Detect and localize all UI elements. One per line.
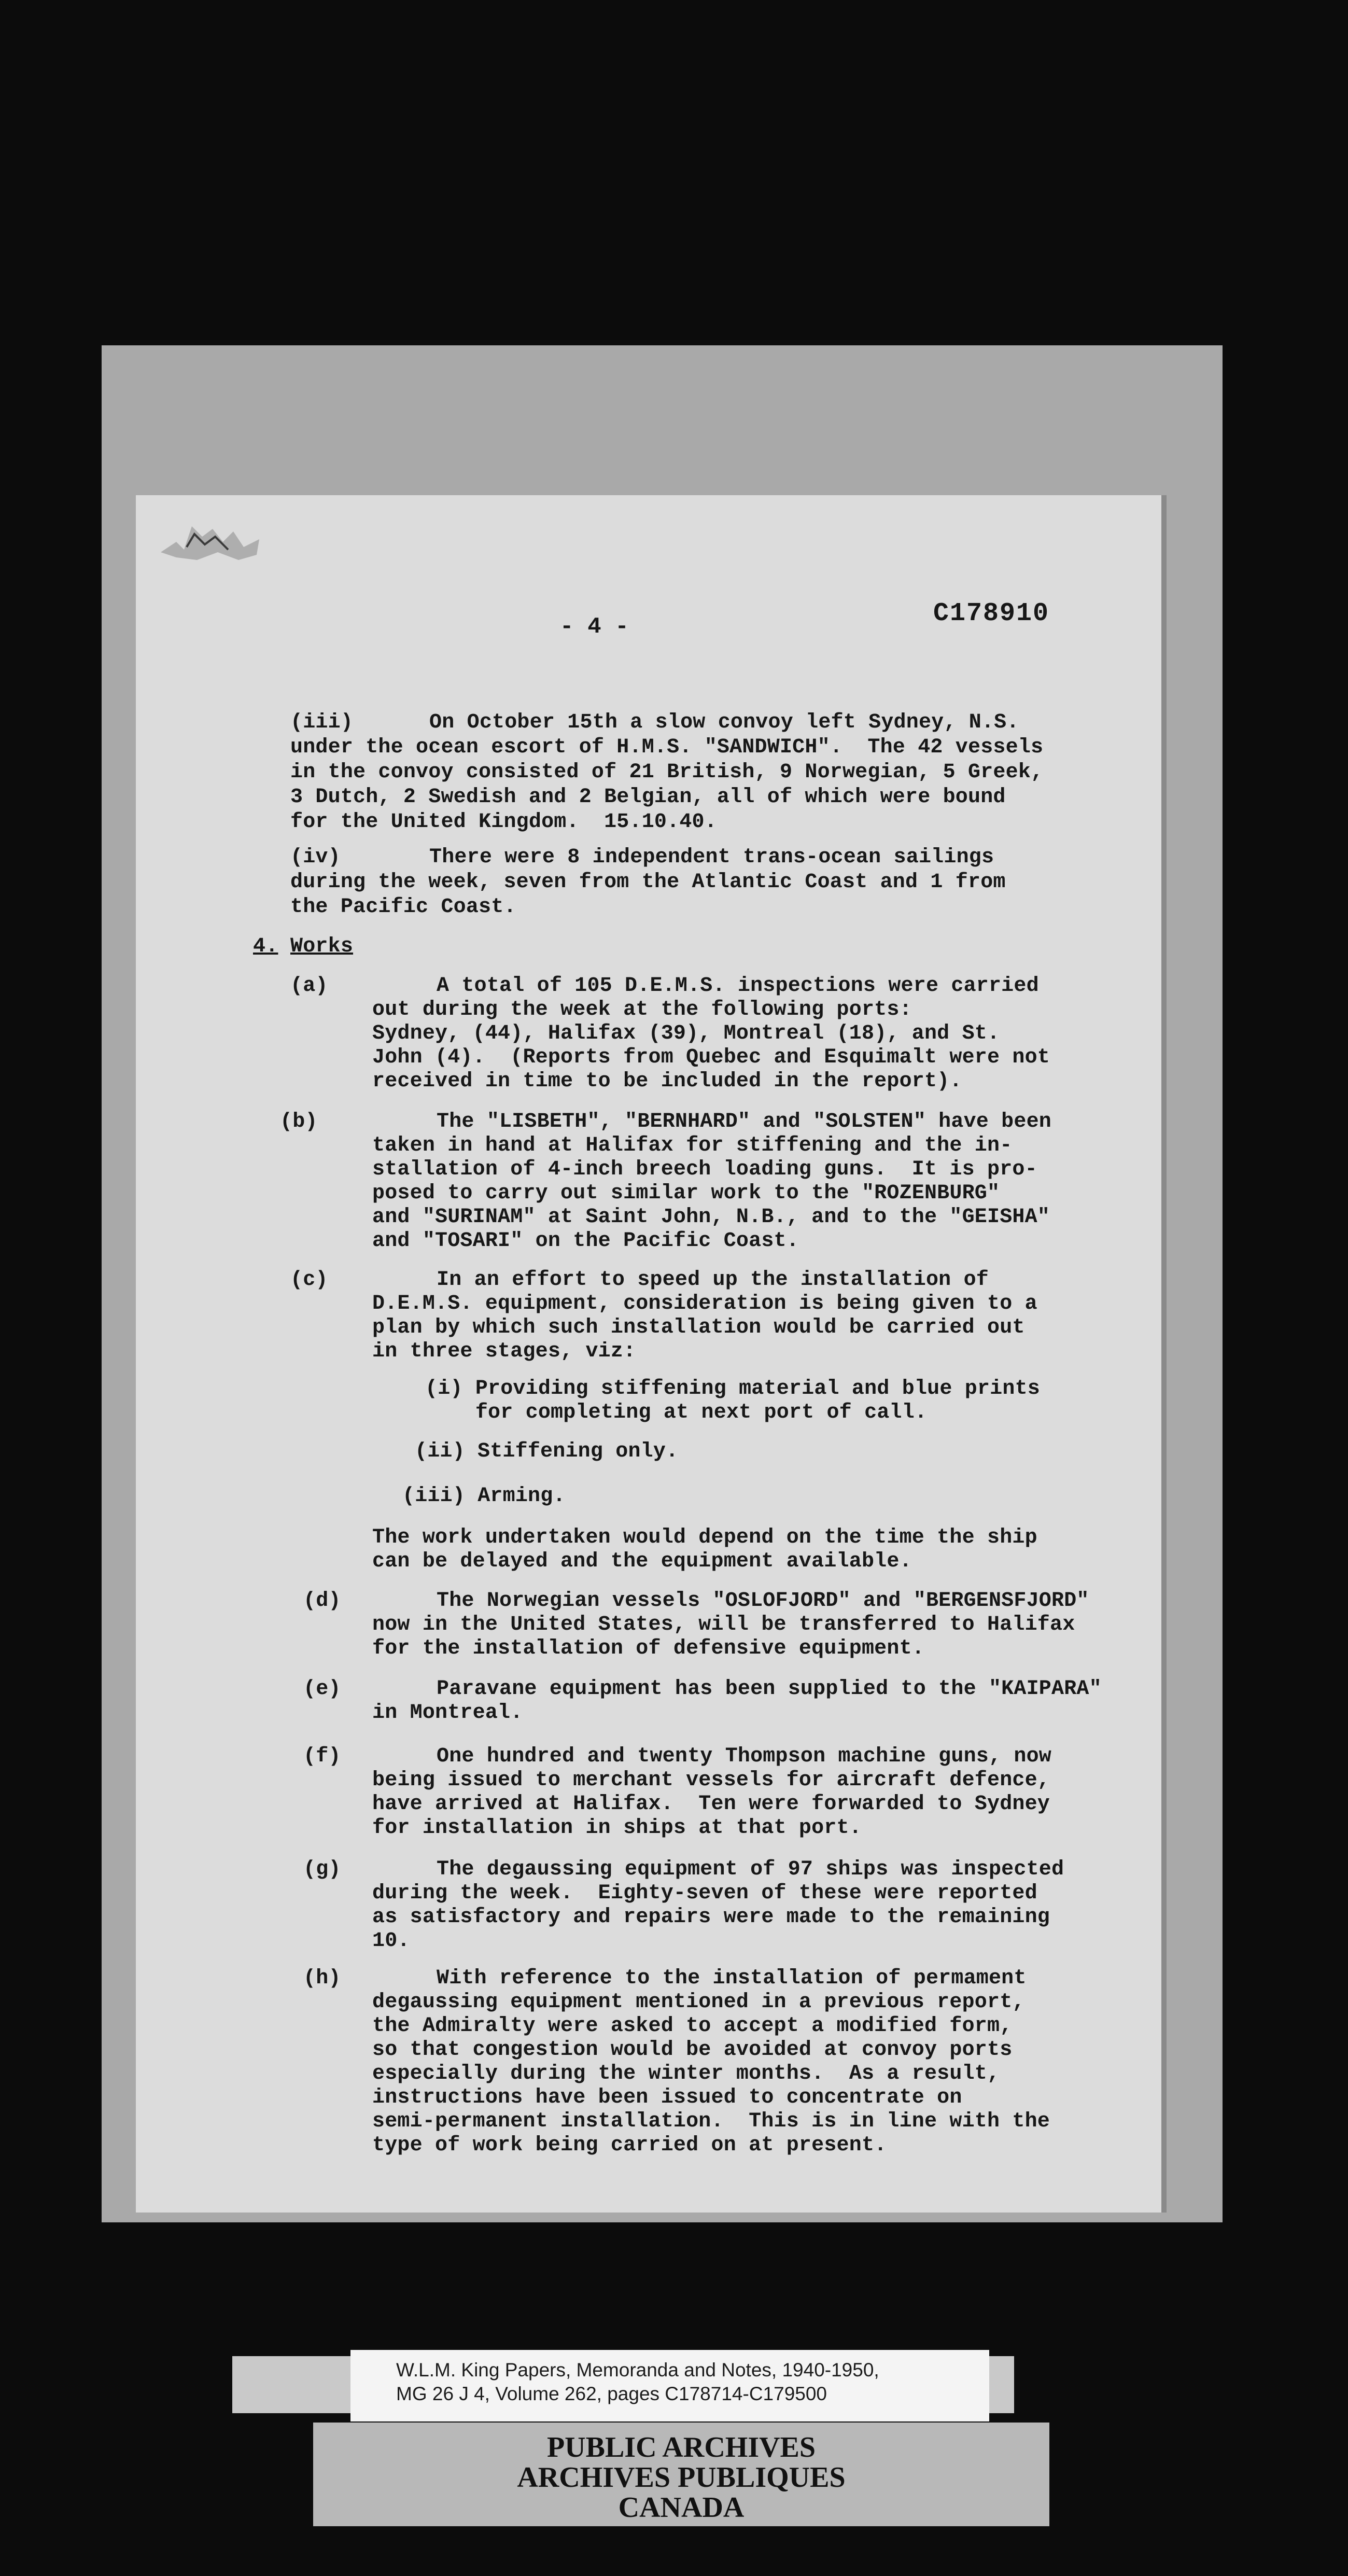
para-c-line: D.E.M.S. equipment, consideration is being given to a — [372, 1292, 1037, 1315]
para-b-line: stallation of 4-inch breech loading guns. It is pro- — [372, 1158, 1037, 1181]
para-c-line: plan by which such installation would be carried out — [372, 1316, 1025, 1339]
archive-stamp-line1: PUBLIC ARCHIVES — [546, 2431, 816, 2463]
archive-stamp-line3: CANADA — [618, 2491, 745, 2524]
item-iv-line: during the week, seven from the Atlantic Coast and 1 from — [290, 871, 1006, 894]
para-f-line: being issued to merchant vessels for aircraft defence, — [372, 1769, 1050, 1792]
item-iv-line: the Pacific Coast. — [290, 895, 516, 919]
para-c-sub-iii: (iii) Arming. — [402, 1485, 566, 1508]
para-e-line: Paravane equipment has been supplied to the "KAIPARA" — [437, 1677, 1102, 1701]
para-c-line: in three stages, viz: — [372, 1340, 636, 1363]
para-f-line: have arrived at Halifax. Ten were forwarded to Sydney — [372, 1793, 1050, 1816]
document-number: C178910 — [933, 599, 1050, 628]
para-label-h: (h) — [303, 1967, 341, 1990]
archive-caption-line1: W.L.M. King Papers, Memoranda and Notes, 1940-1950, — [396, 2359, 879, 2381]
archive-stamp-line2: ARCHIVES PUBLIQUES — [517, 2461, 846, 2494]
para-f-line: for installation in ships at that port. — [372, 1816, 862, 1840]
para-h-line: so that congestion would be avoided at convoy ports — [372, 2038, 1013, 2062]
para-b-line: The "LISBETH", "BERNHARD" and "SOLSTEN" have been — [437, 1110, 1051, 1133]
para-label-b: (b) — [280, 1110, 318, 1133]
para-a-line: Sydney, (44), Halifax (39), Montreal (18), and St. — [372, 1022, 1000, 1045]
para-g-line: The degaussing equipment of 97 ships was inspected — [437, 1858, 1064, 1881]
para-g-line: 10. — [372, 1929, 410, 1953]
para-c-line: In an effort to speed up the installation of — [437, 1268, 989, 1292]
para-label-c: (c) — [290, 1268, 328, 1292]
para-h-line: degaussing equipment mentioned in a previous report, — [372, 1991, 1025, 2014]
item-iv-line: There were 8 independent trans-ocean sailings — [429, 846, 994, 869]
smudge-mark — [156, 511, 270, 568]
para-g-line: as satisfactory and repairs were made to the remaining — [372, 1906, 1050, 1929]
para-label-d: (d) — [303, 1589, 341, 1613]
item-iii-line: under the ocean escort of H.M.S. "SANDWICH". The 42 vessels — [290, 736, 1044, 759]
para-h-line: type of work being carried on at present. — [372, 2134, 887, 2157]
para-c-after: The work undertaken would depend on the time the ship — [372, 1526, 1037, 1549]
section-title: Works — [290, 935, 354, 958]
para-d-line: The Norwegian vessels "OSLOFJORD" and "BERGENSFJORD" — [437, 1589, 1089, 1613]
para-b-line: posed to carry out similar work to the "ROZENBURG" — [372, 1182, 1000, 1205]
item-label-iii: (iii) — [290, 711, 354, 734]
para-label-f: (f) — [303, 1745, 341, 1768]
para-c-sub-i: for completing at next port of call. — [425, 1401, 928, 1424]
item-iii-line: On October 15th a slow convoy left Sydney, N.S. — [429, 711, 1019, 734]
page-number: - 4 - — [560, 614, 629, 640]
para-label-g: (g) — [303, 1858, 341, 1881]
para-label-e: (e) — [303, 1677, 341, 1701]
para-a-line: John (4). (Reports from Quebec and Esquimalt were not — [372, 1046, 1050, 1069]
item-iii-line: 3 Dutch, 2 Swedish and 2 Belgian, all of which were bound — [290, 786, 1006, 809]
item-label-iv: (iv) — [290, 846, 341, 869]
para-c-sub-ii: (ii) Stiffening only. — [415, 1440, 679, 1463]
para-h-line: semi-permanent installation. This is in line with the — [372, 2110, 1050, 2133]
para-d-line: for the installation of defensive equipment. — [372, 1637, 924, 1660]
para-b-line: and "TOSARI" on the Pacific Coast. — [372, 1229, 799, 1253]
para-g-line: during the week. Eighty-seven of these were reported — [372, 1882, 1037, 1905]
para-h-line: With reference to the installation of permament — [437, 1967, 1027, 1990]
para-h-line: the Admiralty were asked to accept a modified form, — [372, 2014, 1013, 2038]
para-h-line: especially during the winter months. As a result, — [372, 2062, 1000, 2085]
para-a-line: received in time to be included in the report). — [372, 1070, 962, 1093]
para-b-line: taken in hand at Halifax for stiffening and the in- — [372, 1134, 1013, 1157]
para-c-after: can be delayed and the equipment available. — [372, 1550, 912, 1573]
para-label-a: (a) — [290, 974, 328, 998]
item-iii-line: for the United Kingdom. 15.10.40. — [290, 810, 717, 834]
para-b-line: and "SURINAM" at Saint John, N.B., and to the "GEISHA" — [372, 1206, 1050, 1229]
para-d-line: now in the United States, will be transferred to Halifax — [372, 1613, 1075, 1636]
para-h-line: instructions have been issued to concentrate on — [372, 2086, 962, 2109]
item-iii-line: in the convoy consisted of 21 British, 9 Norwegian, 5 Greek, — [290, 761, 1044, 784]
para-c-sub-i: (i) Providing stiffening material and blue prints — [425, 1377, 1040, 1401]
para-e-line: in Montreal. — [372, 1701, 523, 1725]
para-a-line: A total of 105 D.E.M.S. inspections were carried — [437, 974, 1039, 998]
para-f-line: One hundred and twenty Thompson machine guns, now — [437, 1745, 1051, 1768]
archive-caption-line2: MG 26 J 4, Volume 262, pages C178714-C179500 — [396, 2383, 827, 2404]
para-a-line: out during the week at the following ports: — [372, 998, 912, 1021]
section-number: 4. — [253, 935, 278, 958]
